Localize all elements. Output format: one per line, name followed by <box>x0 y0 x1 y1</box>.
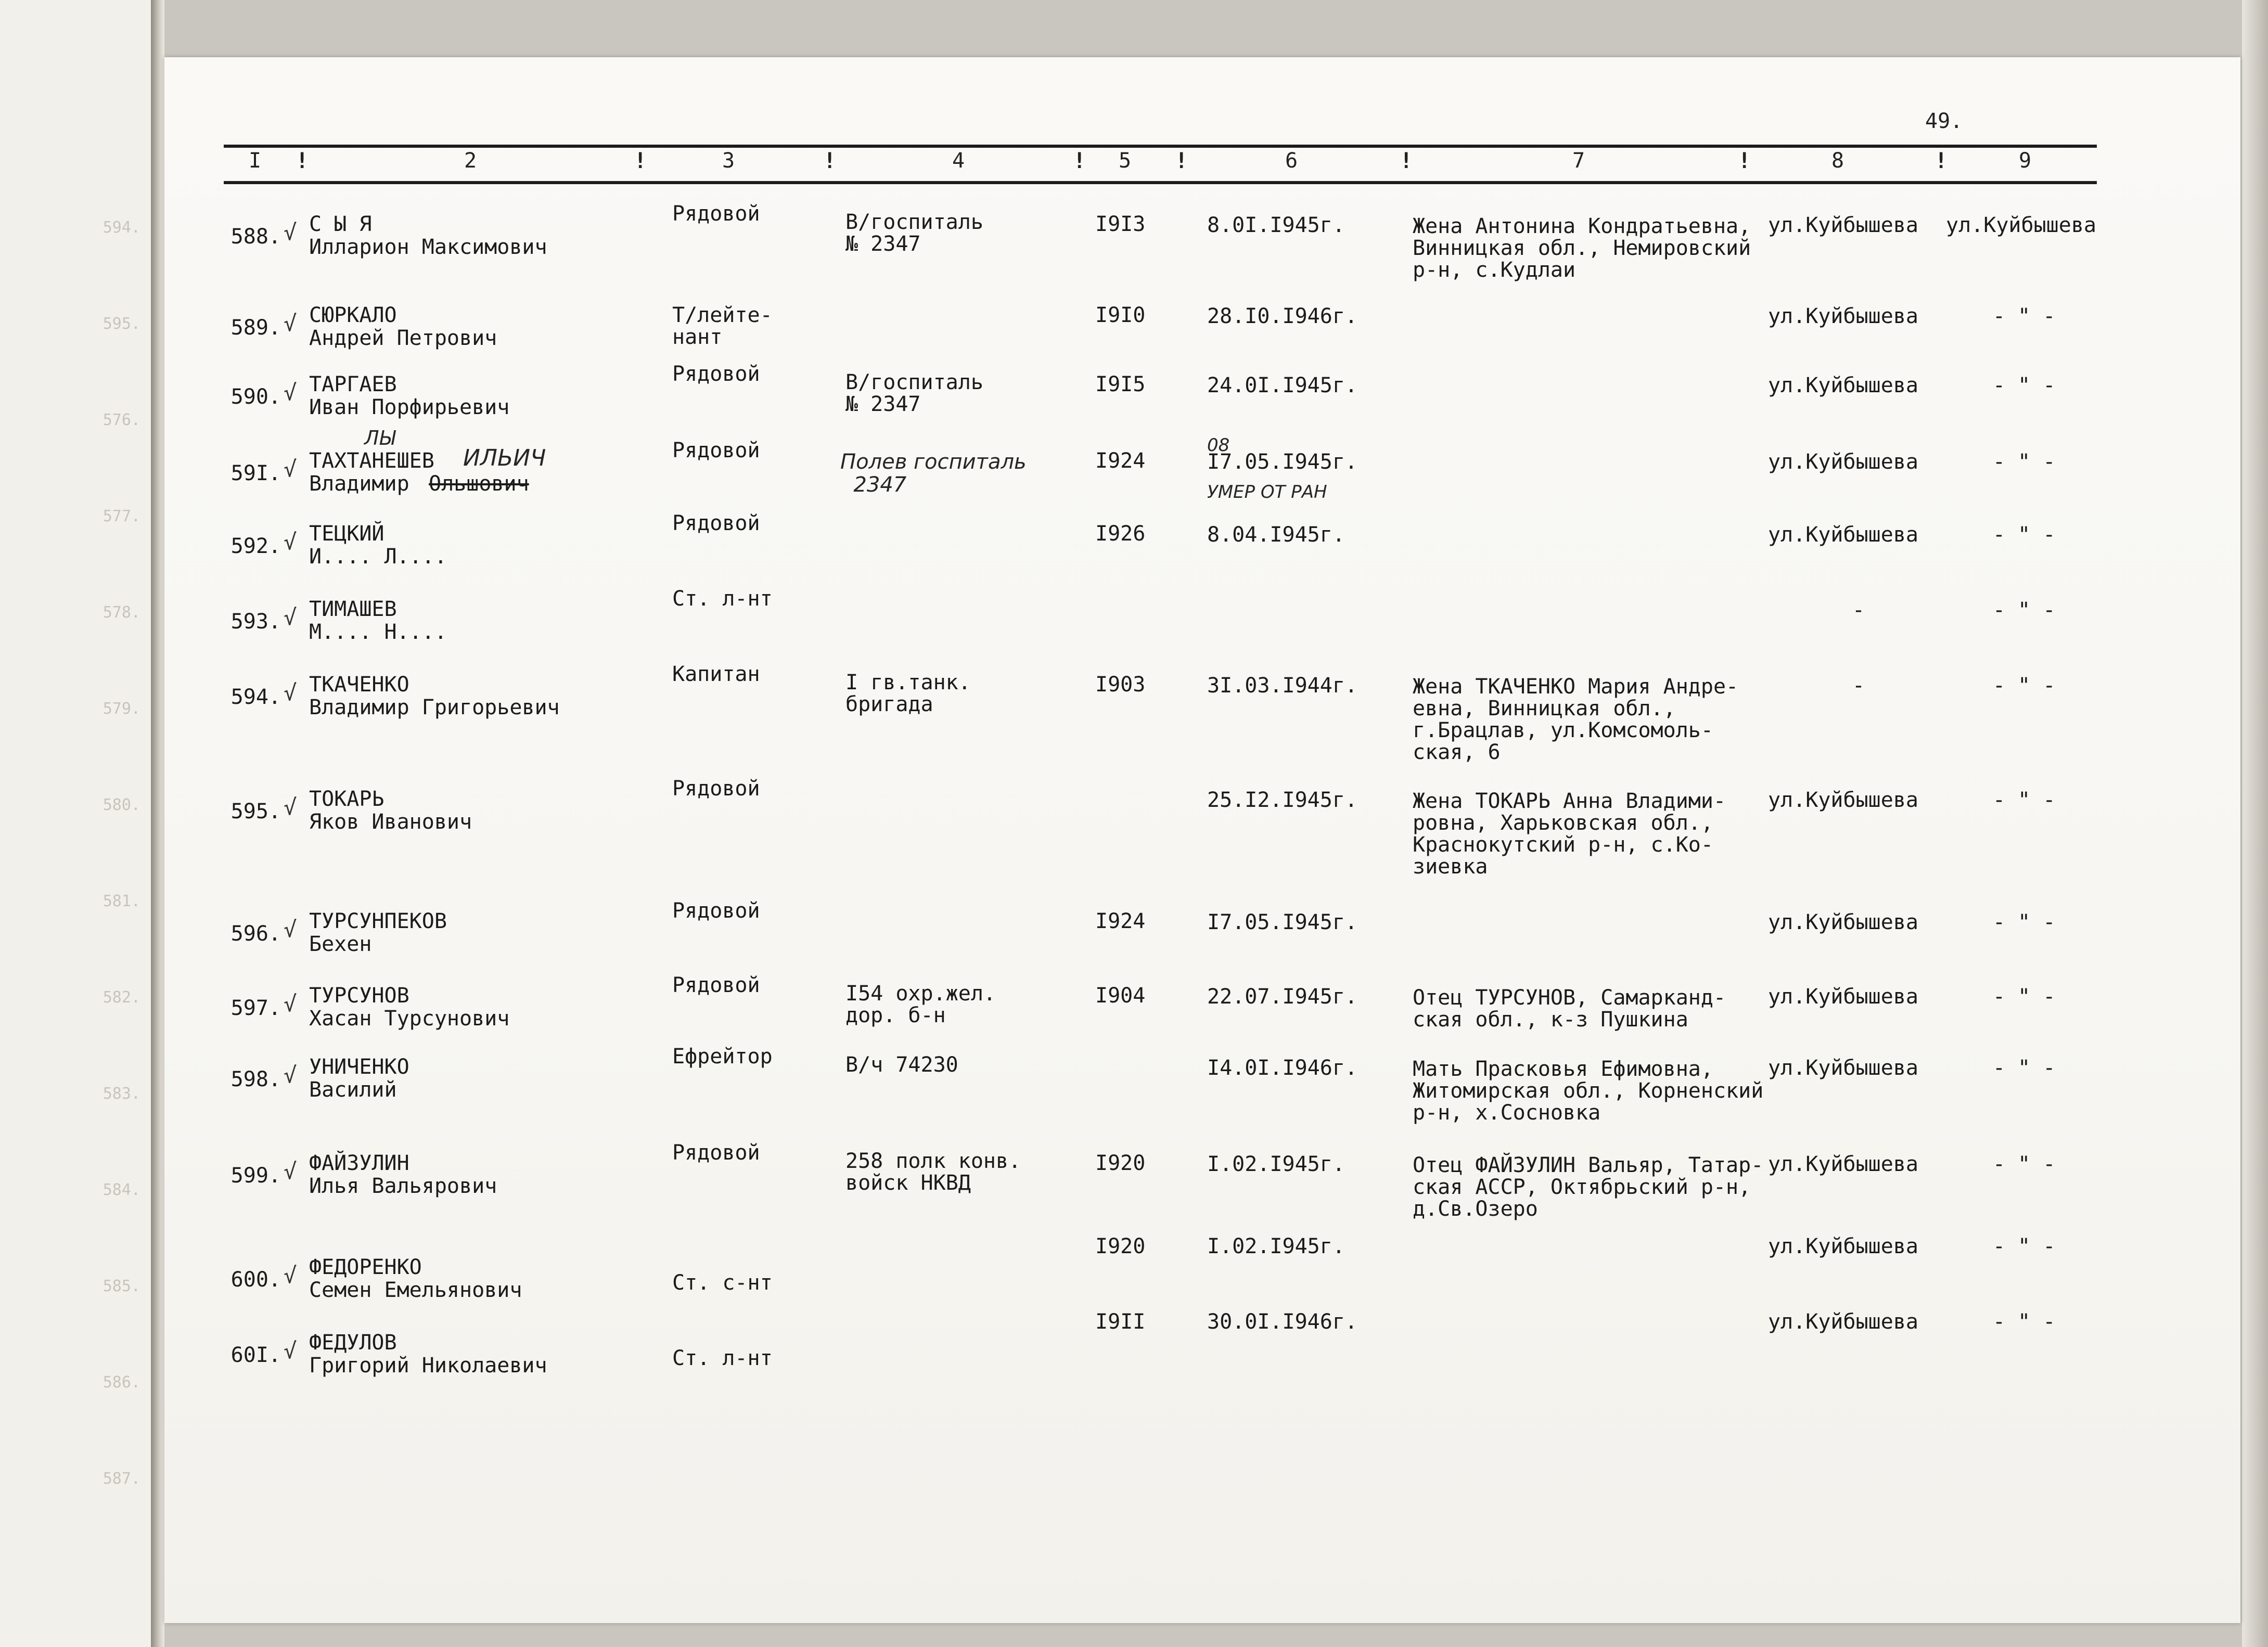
book-spine <box>151 0 164 1647</box>
row-number: 60I. <box>230 1343 281 1367</box>
given-names: Владимир Григорьевич <box>309 696 560 719</box>
rank: Ст. с-нт <box>672 1271 773 1295</box>
row-number: 596. <box>230 922 281 946</box>
birth-year: I924 <box>1095 449 1146 473</box>
check-mark: √ <box>284 680 297 705</box>
handwritten-unit: Полев госпиталь 2347 <box>840 450 1027 497</box>
check-mark: √ <box>284 794 297 820</box>
previous-page-number: 587. <box>102 1470 140 1488</box>
row-number: 588. <box>230 225 281 249</box>
header-separator: ! <box>1738 148 1751 173</box>
check-mark: √ <box>284 991 297 1016</box>
previous-page-number: 594. <box>102 218 140 237</box>
given-names: Владимир <box>309 472 409 496</box>
row-number: 589. <box>230 316 281 340</box>
relative-address: Отец ФАЙЗУЛИН Вальяр, Татар- ская АССР, Октябрьский р-н, д.Св.Озеро <box>1413 1153 1764 1221</box>
previous-page-number: 580. <box>102 796 140 814</box>
reburial-place: - " - <box>1993 1152 2056 1176</box>
unit: В/госпиталь № 2347 <box>845 210 983 256</box>
reburial-place: - " - <box>1993 304 2056 328</box>
given-names: Хасан Турсунович <box>309 1007 510 1031</box>
burial-place: ул.Куйбышева <box>1768 1056 1918 1080</box>
col-header-7: 7 <box>1572 149 1585 173</box>
page-number: 49. <box>1925 109 1963 133</box>
struck-patronymic: Ольшович <box>429 472 529 496</box>
burial-place: ул.Куйбышева <box>1768 985 1918 1009</box>
check-mark: √ <box>284 456 297 482</box>
rank: Ефрейтор <box>672 1045 773 1069</box>
previous-page-number: 582. <box>102 988 140 1007</box>
document-page <box>164 57 2240 1623</box>
given-names: Илья Вальярович <box>309 1174 497 1198</box>
burial-place: ул.Куйбышева <box>1768 1310 1918 1334</box>
reburial-place: - " - <box>1993 523 2056 547</box>
surname: ТУРСУНПЕКОВ <box>309 909 447 933</box>
given-names: Иван Порфирьевич <box>309 395 510 419</box>
birth-year: I920 <box>1095 1151 1146 1175</box>
reburial-place: - " - <box>1993 985 2056 1009</box>
death-date: 28.I0.I946г. <box>1207 304 1357 328</box>
burial-place: ул.Куйбышева <box>1768 788 1918 812</box>
header-separator: ! <box>1073 148 1086 173</box>
death-date: 22.07.I945г. <box>1207 985 1357 1009</box>
previous-page-number: 584. <box>102 1181 140 1199</box>
burial-place: ул.Куйбышева <box>1768 304 1918 328</box>
reburial-place: - " - <box>1993 1056 2056 1080</box>
surname: ТКАЧЕНКО <box>309 673 409 697</box>
previous-page-number: 581. <box>102 892 140 910</box>
header-separator: ! <box>823 148 837 173</box>
check-mark: √ <box>284 917 297 942</box>
rank: Рядовой <box>672 362 760 386</box>
surname: ТОКАРЬ <box>309 787 385 811</box>
surname: С Ы Я <box>309 212 372 236</box>
row-number: 594. <box>230 685 281 709</box>
burial-place: ул.Куйбышева <box>1768 523 1918 547</box>
surname: ТИМАШЕВ <box>309 597 397 621</box>
surname: ТУРСУНОВ <box>309 984 409 1008</box>
birth-year: I924 <box>1095 909 1146 933</box>
birth-year: I9I0 <box>1095 303 1146 327</box>
check-mark: √ <box>284 220 297 245</box>
row-number: 593. <box>230 610 281 634</box>
burial-place: ул.Куйбышева <box>1768 213 1918 237</box>
burial-place: ул.Куйбышева <box>1768 910 1918 934</box>
burial-place: ул.Куйбышева <box>1768 1234 1918 1258</box>
check-mark: √ <box>284 1159 297 1184</box>
col-header-3: 3 <box>722 149 735 173</box>
death-date: I7.05.I945г. <box>1207 450 1357 474</box>
header-rule-bottom <box>224 181 2097 184</box>
rank: Капитан <box>672 662 760 686</box>
rank: Рядовой <box>672 973 760 997</box>
birth-year: I9I3 <box>1095 212 1146 236</box>
header-separator: ! <box>1934 148 1948 173</box>
surname: УНИЧЕНКО <box>309 1055 409 1079</box>
given-names: Семен Емельянович <box>309 1278 522 1302</box>
header-rule-top <box>224 145 2097 148</box>
relative-address: Мать Прасковья Ефимовна, Житомирская обл., Корненский р-н, х.Сосновка <box>1413 1057 1764 1125</box>
col-header-8: 8 <box>1831 149 1844 173</box>
relative-address: Жена ТОКАРЬ Анна Владими- ровна, Харьковская обл., Краснокутский р-н, с.Ко- зиевка <box>1413 789 1726 879</box>
col-header-2: 2 <box>464 149 477 173</box>
death-date: I.02.I945г. <box>1207 1234 1345 1258</box>
birth-year: I926 <box>1095 522 1146 546</box>
reburial-place: - " - <box>1993 910 2056 934</box>
rank: Ст. л-нт <box>672 587 773 611</box>
previous-page-edge <box>0 0 153 1647</box>
col-header-5: 5 <box>1119 149 1132 173</box>
check-mark: √ <box>284 529 297 555</box>
previous-page-number: 585. <box>102 1277 140 1295</box>
col-header-1: I <box>249 149 262 173</box>
burial-place: ул.Куйбышева <box>1768 450 1918 474</box>
check-mark: √ <box>284 311 297 336</box>
handwritten-note: УМЕР ОТ РАН <box>1207 482 1327 503</box>
header-separator: ! <box>634 148 647 173</box>
previous-page-number: 583. <box>102 1085 140 1103</box>
death-date: 30.0I.I946г. <box>1207 1310 1357 1334</box>
reburial-place: - " - <box>1993 674 2056 698</box>
rank: Ст. л-нт <box>672 1346 773 1370</box>
surname: ФЕДОРЕНКО <box>309 1255 422 1279</box>
birth-year: I920 <box>1095 1234 1146 1258</box>
given-names: Илларион Максимович <box>309 235 547 259</box>
header-separator: ! <box>1175 148 1188 173</box>
death-date: 8.0I.I945г. <box>1207 213 1345 237</box>
check-mark: √ <box>284 1062 297 1088</box>
reburial-place: - " - <box>1993 374 2056 397</box>
surname: ТАХТАНЕШЕВ <box>309 449 434 473</box>
surname: ТАРГАЕВ <box>309 372 397 396</box>
row-number: 598. <box>230 1067 281 1091</box>
row-number: 595. <box>230 800 281 823</box>
check-mark: √ <box>284 1338 297 1363</box>
row-number: 599. <box>230 1164 281 1188</box>
check-mark: √ <box>284 380 297 405</box>
death-date: 8.04.I945г. <box>1207 523 1345 547</box>
death-date: 3I.03.I944г. <box>1207 674 1357 698</box>
reburial-place: - " - <box>1993 1310 2056 1334</box>
relative-address: Жена Антонина Кондратьевна, Винницкая обл., Немировский р-н, с.Кудлаи <box>1413 214 1751 282</box>
row-number: 592. <box>230 534 281 558</box>
given-names: Василий <box>309 1078 397 1102</box>
rank: Т/лейте- нант <box>672 303 773 349</box>
unit: В/ч 74230 <box>845 1053 958 1077</box>
previous-page-number: 579. <box>102 700 140 718</box>
rank: Рядовой <box>672 899 760 923</box>
death-date: 24.0I.I945г. <box>1207 374 1357 397</box>
relative-address: Жена ТКАЧЕНКО Мария Андре- евна, Винницкая обл., г.Брацлав, ул.Комсомоль- ская, 6 <box>1413 675 1739 764</box>
death-date: I4.0I.I946г. <box>1207 1056 1357 1080</box>
surname: ФАЙЗУЛИН <box>309 1151 409 1175</box>
unit: I54 охр.жел. дор. б-н <box>845 982 996 1027</box>
given-names: Андрей Петрович <box>309 326 497 350</box>
surname: ФЕДУЛОВ <box>309 1331 397 1355</box>
burial-place: ул.Куйбышева <box>1768 1152 1918 1176</box>
handwritten-date-correction: 08 <box>1207 435 1230 456</box>
birth-year: I9II <box>1095 1310 1146 1334</box>
death-date: I7.05.I945г. <box>1207 910 1357 934</box>
rank: Рядовой <box>672 1141 760 1165</box>
reburial-place: - " - <box>1993 788 2056 812</box>
burial-place: ул.Куйбышева <box>1768 374 1918 397</box>
check-mark: √ <box>284 1263 297 1288</box>
reburial-place: ул.Куйбышева <box>1946 213 2096 237</box>
death-date: I.02.I945г. <box>1207 1152 1345 1176</box>
unit: 258 полк конв. войск НКВД <box>845 1149 1021 1195</box>
previous-page-number: 595. <box>102 315 140 333</box>
rank: Рядовой <box>672 439 760 462</box>
handwritten-surname-insert: ЛЫ <box>364 427 395 449</box>
next-page-edge <box>2242 0 2268 1647</box>
death-date: 25.I2.I945г. <box>1207 788 1357 812</box>
given-names: Яков Иванович <box>309 810 472 834</box>
relative-address: Отец ТУРСУНОВ, Самарканд- ская обл., к-з Пушкина <box>1413 986 1726 1032</box>
previous-page-number: 586. <box>102 1373 140 1392</box>
burial-place: - <box>1852 598 1865 622</box>
row-number: 597. <box>230 996 281 1020</box>
header-separator: ! <box>1400 148 1413 173</box>
unit: В/госпиталь № 2347 <box>845 370 983 416</box>
given-names: М.... Н.... <box>309 620 447 644</box>
given-names: И.... Л.... <box>309 545 447 569</box>
row-number: 600. <box>230 1268 281 1292</box>
row-number: 59I. <box>230 461 281 485</box>
birth-year: I904 <box>1095 984 1146 1008</box>
row-number: 590. <box>230 385 281 409</box>
given-names: Бехен <box>309 932 372 956</box>
check-mark: √ <box>284 604 297 630</box>
header-separator: ! <box>296 148 309 173</box>
previous-page-number: 576. <box>102 411 140 429</box>
col-header-4: 4 <box>952 149 965 173</box>
birth-year: I903 <box>1095 673 1146 697</box>
surname: ТЕЦКИЙ <box>309 522 385 546</box>
previous-page-number: 577. <box>102 507 140 525</box>
burial-place: - <box>1852 674 1865 698</box>
col-header-6: 6 <box>1285 149 1298 173</box>
reburial-place: - " - <box>1993 1234 2056 1258</box>
rank: Рядовой <box>672 777 760 801</box>
col-header-9: 9 <box>2019 149 2032 173</box>
rank: Рядовой <box>672 202 760 226</box>
given-names: Григорий Николаевич <box>309 1354 547 1378</box>
surname: СЮРКАЛО <box>309 303 397 327</box>
handwritten-patronymic: ИЛЬИЧ <box>463 445 546 471</box>
reburial-place: - " - <box>1993 598 2056 622</box>
reburial-place: - " - <box>1993 450 2056 474</box>
birth-year: I9I5 <box>1095 372 1146 396</box>
previous-page-number: 578. <box>102 603 140 622</box>
rank: Рядовой <box>672 511 760 535</box>
unit: I гв.танк. бригада <box>845 671 971 716</box>
